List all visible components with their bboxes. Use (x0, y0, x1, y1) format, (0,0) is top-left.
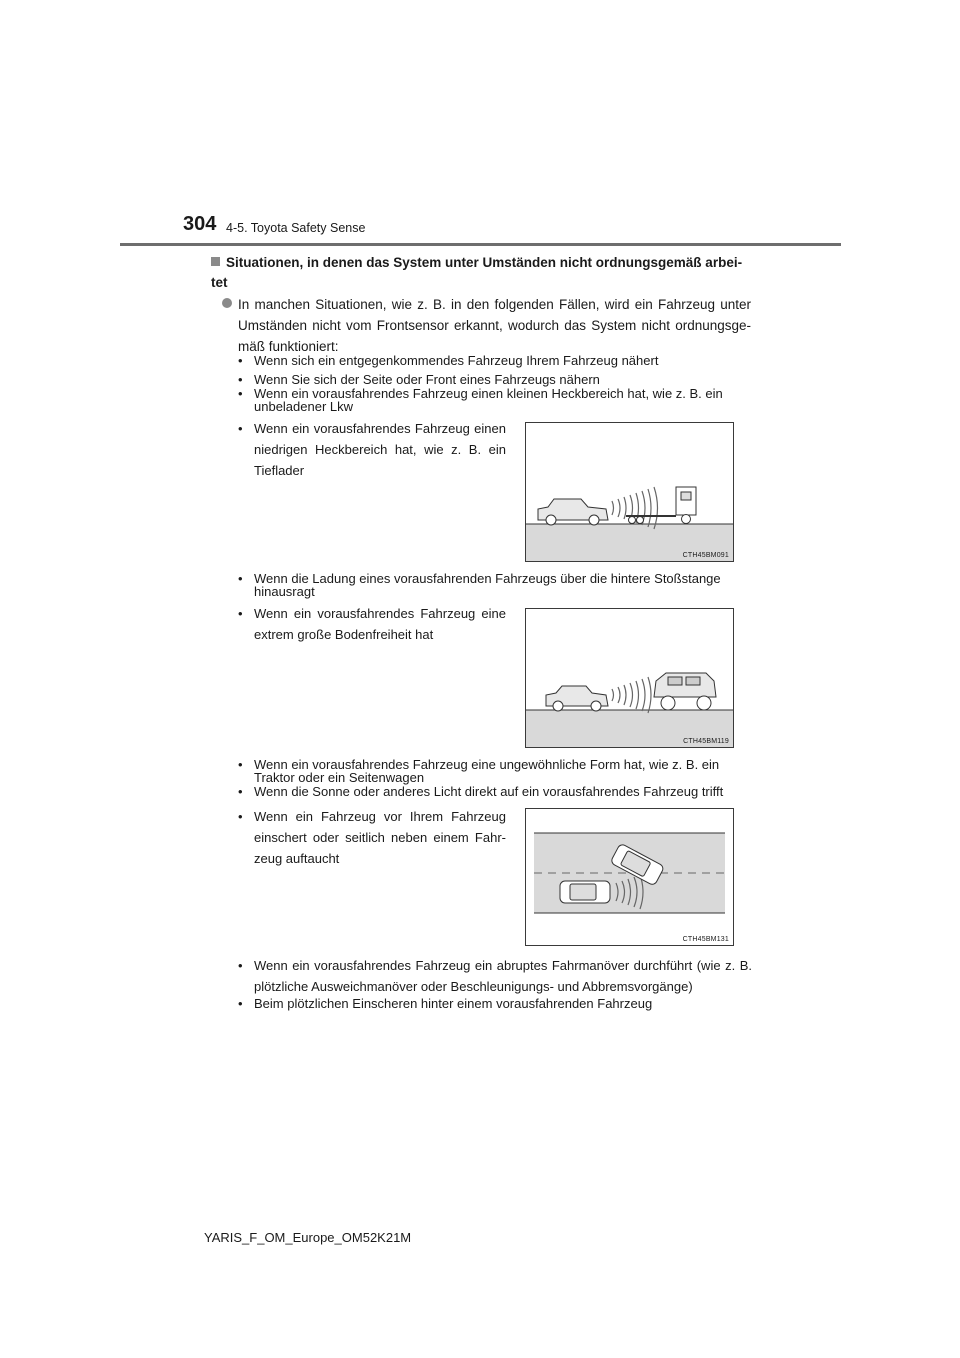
bullet-marker: • (238, 958, 243, 973)
list-item (238, 603, 506, 645)
list-item (238, 354, 758, 367)
bullet-marker: • (238, 757, 243, 772)
list-item (238, 572, 758, 598)
square-bullet-icon (211, 257, 220, 266)
list-item (238, 387, 758, 413)
footer-document-id: YARIS_F_OM_Europe_OM52K21M (204, 1230, 412, 1245)
list-item-text: Wenn Sie sich der Seite oder Front eines Fahrzeugs nähern (254, 372, 600, 387)
list-item (238, 806, 506, 869)
list-item-text: Wenn ein vorausfahrendes Fahrzeug einen niedrigen Heckbereich hat, wie z. B. ein Tieflader (254, 421, 506, 478)
bullet-marker: • (238, 996, 243, 1011)
car-behind-low-trailer-illustration (526, 423, 733, 561)
list-item (238, 373, 758, 386)
list-item-text: Wenn ein vorausfahrendes Fahrzeug einen kleinen Heckbereich hat, wie z. B. ein unbeladener Lkw (254, 386, 723, 414)
list-item-text: Beim plötzlichen Einscheren hinter einem vorausfahrenden Fahrzeug (254, 996, 653, 1011)
car-cutting-in-illustration (526, 809, 733, 945)
list-item-text: Wenn sich ein entgegenkommendes Fahrzeug Ihrem Fahrzeug nähert (254, 353, 659, 368)
page-number: 304 (183, 213, 217, 235)
bullet-marker: • (238, 606, 243, 621)
section-title: 4-5. Toyota Safety Sense (226, 221, 366, 235)
list-item (238, 418, 506, 481)
figure-code: CTH45BM119 (683, 738, 729, 745)
bullet-marker: • (238, 571, 243, 586)
list-item-text: Wenn die Sonne oder anderes Licht direkt auf ein vorausfahrendes Fahrzeug trifft (254, 784, 724, 799)
section-heading (211, 253, 751, 293)
list-item-text: Wenn ein Fahrzeug vor Ihrem Fahrzeug einschert oder seitlich neben einem Fahr-zeug auftaucht (254, 809, 506, 866)
list-item-text: Wenn ein vorausfahrendes Fahrzeug eine extrem große Bodenfreiheit hat (254, 606, 506, 642)
bullet-marker: • (238, 421, 243, 436)
list-item-text: Wenn ein vorausfahrendes Fahrzeug eine ungewöhnliche Form hat, wie z. B. ein Traktor oder ein Seitenwagen (254, 757, 720, 785)
figure-code: CTH45BM131 (682, 936, 729, 943)
bullet-marker: • (238, 372, 243, 387)
list-item (238, 955, 752, 997)
circle-bullet-icon (222, 298, 232, 308)
list-item (238, 993, 752, 1014)
intro-paragraph (224, 294, 751, 357)
intro-text: In manchen Situationen, wie z. B. in den folgenden Fällen, wird ein Fahrzeug unter Umständen nicht vom Frontsensor erkannt, wodurch das System nicht ordnungsge-mäß funktioniert: (238, 297, 751, 354)
figure-low-trailer (525, 422, 734, 562)
bullet-marker: • (238, 784, 243, 799)
list-item-text: Wenn die Ladung eines vorausfahrenden Fahrzeugs über die hintere Stoßstange hinausragt (254, 571, 721, 599)
list-item (238, 785, 758, 798)
figure-cut-in (525, 808, 734, 946)
bullet-marker: • (238, 353, 243, 368)
bullet-marker: • (238, 809, 243, 824)
figure-code: CTH45BM091 (682, 552, 729, 559)
header-rule (120, 243, 841, 246)
bullet-marker: • (238, 386, 243, 401)
figure-high-clearance (525, 608, 734, 748)
section-heading-text: Situationen, in denen das System unter Umständen nicht ordnungsgemäß arbei-tet (211, 255, 743, 290)
list-item-text: Wenn ein vorausfahrendes Fahrzeug ein abruptes Fahrmanöver durchführt (wie z. B. plötzliche Ausweichmanöver oder Beschleunigungs- und Abbremsvorgänge) (254, 958, 752, 994)
car-behind-high-clearance-suv-illustration (526, 609, 733, 747)
list-item (238, 758, 758, 784)
